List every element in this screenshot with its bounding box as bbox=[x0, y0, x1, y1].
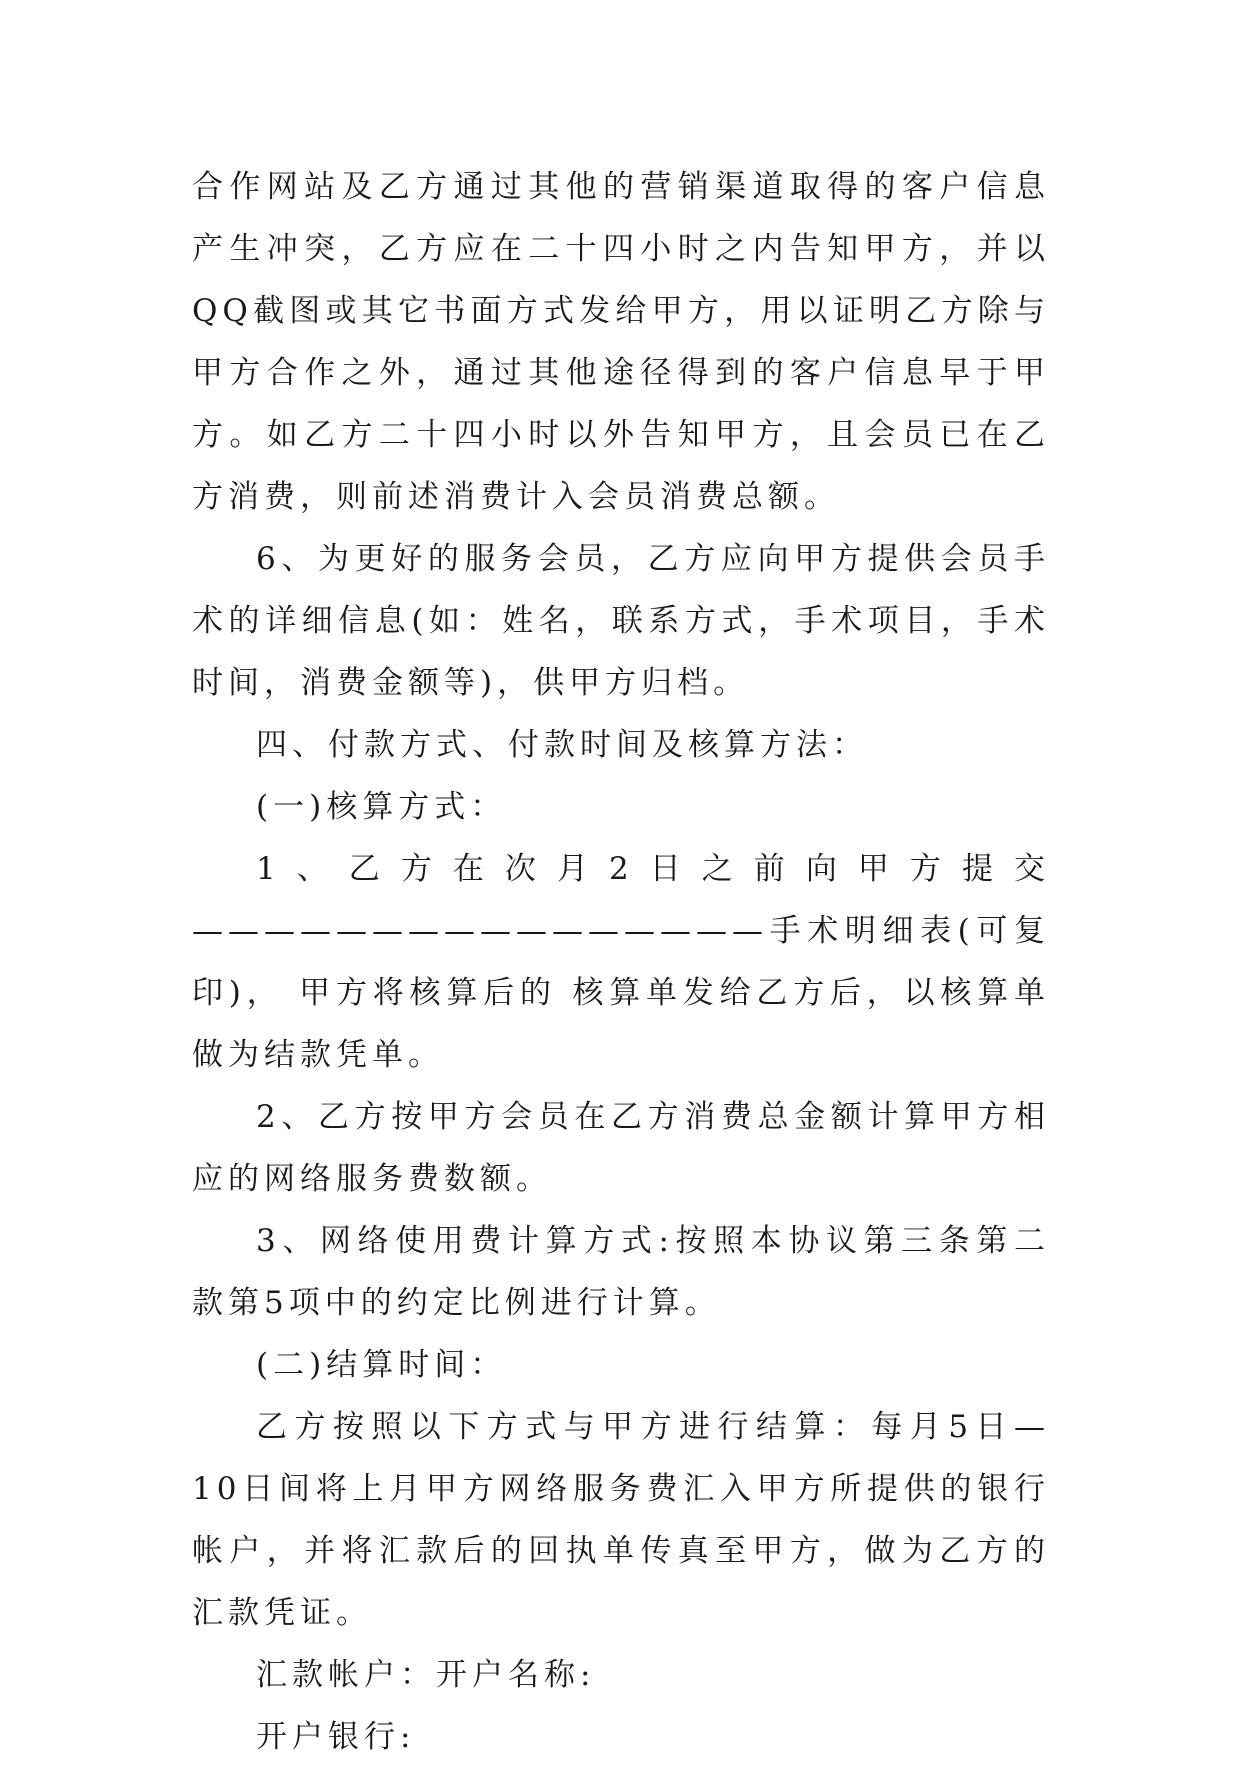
paragraph-account-name: 汇款帐户：开户名称: bbox=[256, 1657, 596, 1693]
subsection-heading-accounting: (一)核算方式： bbox=[256, 789, 507, 825]
paragraph-continued-clause: 合作网站及乙方通过其他的营销渠道取得的客户信息产生冲突，乙方应在二十四小时之内告知甲方，并以QQ截图或其它书面方式发给甲方，用以证明乙方除与甲方合作之外，通过其他途径得到的客户信息早于甲方。如乙方二十四小时以外告知甲方，且会员已在乙方消费，则前述消费计入会员消费总额。 bbox=[192, 169, 1050, 515]
subsection-heading-settlement-time: (二)结算时间： bbox=[256, 1347, 507, 1383]
section-heading-payment: 四、付款方式、付款时间及核算方法： bbox=[256, 727, 868, 763]
paragraph-calc-1-first-line: 1、乙方在次月2日之前向甲方提交 bbox=[256, 851, 1050, 887]
paragraph-calc-2: 2、乙方按甲方会员在乙方消费总金额计算甲方相应的网络服务费数额。 bbox=[192, 1099, 1050, 1197]
paragraph-bank: 开户银行: bbox=[256, 1719, 416, 1755]
paragraph-calc-1-continued: ————————————————手术明细表(可复印)， 甲方将核算后的 核算单发给乙方后，以核算单做为结款凭单。 bbox=[192, 913, 1050, 1073]
document-body bbox=[192, 156, 1050, 1768]
paragraph-calc-3: 3、网络使用费计算方式:按照本协议第三条第二款第5项中的约定比例进行计算。 bbox=[192, 1223, 1050, 1321]
paragraph-settlement: 乙方按照以下方式与甲方进行结算：每月5日—10日间将上月甲方网络服务费汇入甲方所提供的银行帐户，并将汇款后的回执单传真至甲方，做为乙方的汇款凭证。 bbox=[192, 1409, 1050, 1631]
paragraph-item-6: 6、为更好的服务会员，乙方应向甲方提供会员手术的详细信息(如：姓名，联系方式，手术项目，手术时间，消费金额等)，供甲方归档。 bbox=[192, 541, 1050, 701]
